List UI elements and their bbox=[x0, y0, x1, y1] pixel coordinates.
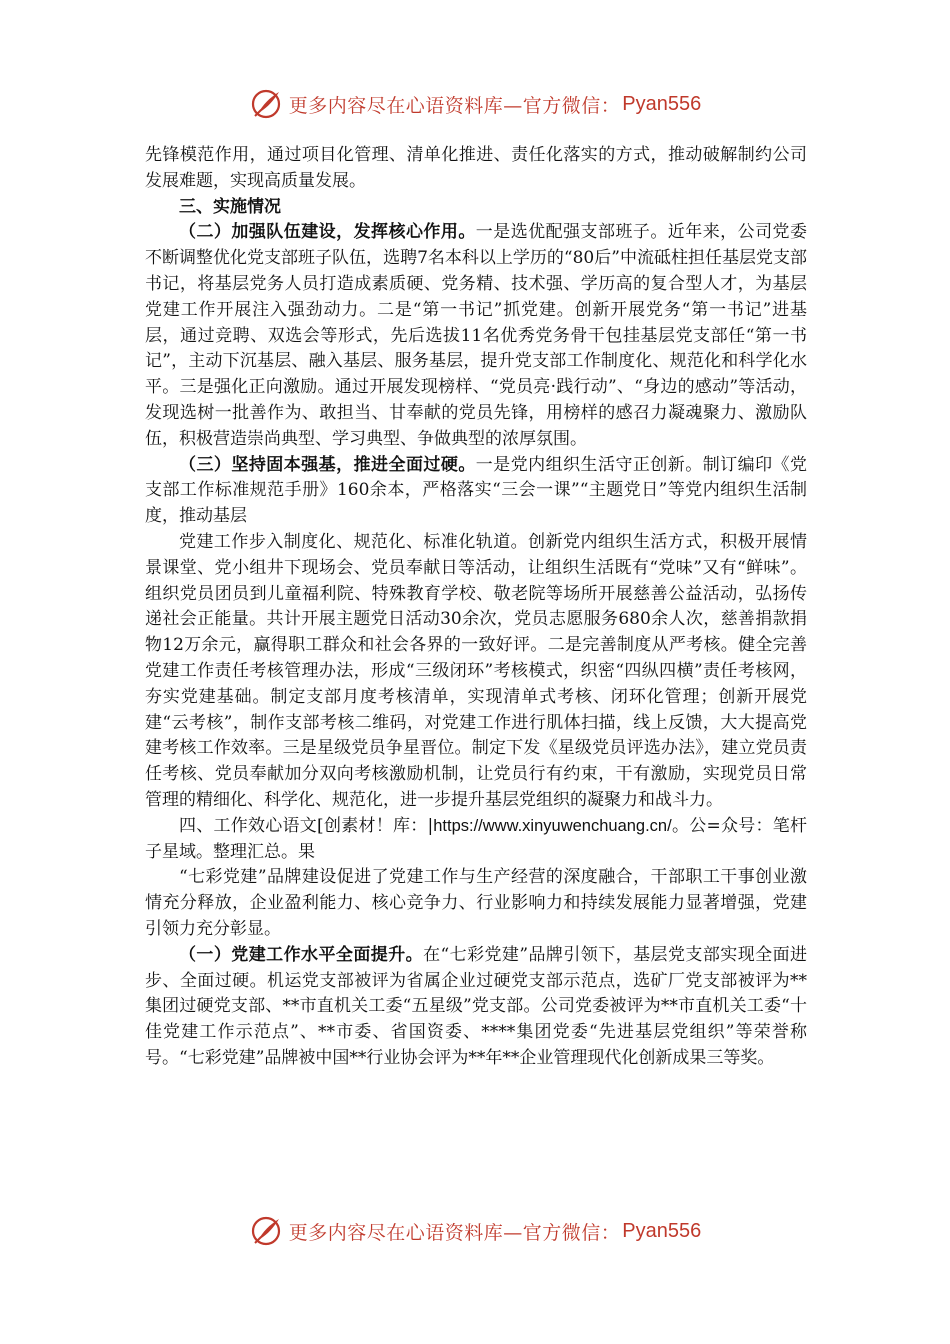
paragraph-foundation bbox=[145, 453, 807, 530]
website-link[interactable]: https://www.xinyuwenchuang.cn/ bbox=[433, 816, 672, 835]
banner-wechat-id: Pyan556 bbox=[622, 1219, 702, 1242]
feather-pen-icon bbox=[249, 87, 283, 121]
paragraph-text: 一是选优配强支部班子。近年来，公司党委不断调整优化党支部班子队伍，选聘7名本科以上学历的“80后”中流砥柱担任基层党支部书记，将基层党务人员打造成素质硬、党务精、技术强、学历高的复合型人才，为基层党建工作开展注入强劲动力。二是“第一书记”抓党建。创新开展党务“第一书记”进基层，通过竞聘、双选会等形式，先后选拔11名优秀党务骨干包挂基层党支部任“第一书记”，主动下沉基层、融入基层、服务基层，提升党支部工作制度化、规范化和科学化水平。三是强化正向激励。通过开展发现榜样、“党员亮·践行动”、“身边的感动”等活动，发现选树一批善作为、敢担当、甘奉献的党员先锋，用榜样的感召力凝魂聚力、激励队伍，积极营造崇尚典型、学习典型、争做典型的浓厚氛围。 bbox=[145, 222, 808, 449]
feather-pen-icon bbox=[249, 1214, 283, 1248]
paragraph-continued: 先锋模范作用，通过项目化管理、清单化推进、责任化落实的方式，推动破解制约公司发展难题，实现高质量发展。 bbox=[145, 145, 807, 191]
section-heading-implementation: 三、实施情况 bbox=[179, 196, 281, 217]
paragraph-text: 四、工作效心语文[创素材！库：| bbox=[179, 815, 434, 836]
paragraph-title: （三）坚持固本强基，推进全面过硬。 bbox=[179, 454, 476, 475]
banner-text: 更多内容尽在心语资料库—官方微信： bbox=[288, 1221, 621, 1244]
header-watermark-banner bbox=[0, 84, 950, 124]
footer-watermark-banner bbox=[0, 1211, 950, 1251]
paragraph-section-four bbox=[145, 814, 807, 866]
paragraph-title: （一）党建工作水平全面提升。 bbox=[179, 944, 424, 965]
paragraph-team-building bbox=[145, 220, 807, 452]
paragraph-text: 。公=众号：笔杆子星域。整理汇总。果 bbox=[145, 815, 808, 862]
paragraph-text: 一是党内组织生活守正创新。制订编印《党支部工作标准规范手册》160余本，严格落实“三会一课”“主题党日”等党内组织生活制度，推动基层 bbox=[145, 454, 808, 527]
banner-wechat-id: Pyan556 bbox=[622, 92, 702, 115]
paragraph-brand-effect: “七彩党建”品牌建设促进了党建工作与生产经营的深度融合，干部职工干事创业激情充分释放，企业盈利能力、核心竞争力、行业影响力和持续发展能力显著增强，党建引领力充分彰显。 bbox=[145, 867, 807, 939]
paragraph-title: （二）加强队伍建设，发挥核心作用。 bbox=[179, 222, 476, 243]
paragraph-party-work-level bbox=[145, 943, 807, 1072]
paragraph-institutionalization: 党建工作步入制度化、规范化、标准化轨道。创新党内组织生活方式，积极开展情景课堂、党小组井下现场会、党员奉献日等活动，让组织生活既有“党味”又有“鲜味”。组织党员团员到儿童福利院、特殊教育学校、敬老院等场所开展慈善公益活动，弘扬传递社会正能量。共计开展主题党日活动30余次，党员志愿服务680余人次，慈善捐款捐物12万余元，赢得职工群众和社会各界的一致好评。二是完善制度从严考核。健全完善党建工作责任考核管理办法，形成“三级闭环”考核模式，织密“四纵四横”责任考核网，夯实党建基础。制定支部月度考核清单，实现清单式考核、闭环化管理；创新开展党建“云考核”，制作支部考核二维码，对党建工作进行肌体扫描，线上反馈，大大提高党建考核工作效率。三是星级党员争星晋位。制定下发《星级党员评选办法》，建立党员责任考核、党员奉献加分双向考核激励机制，让党员行有约束，干有激励，实现党员日常管理的精细化、科学化、规范化，进一步提升基层党组织的凝聚力和战斗力。 bbox=[145, 531, 807, 810]
banner-text: 更多内容尽在心语资料库—官方微信： bbox=[288, 94, 621, 117]
document-body bbox=[145, 143, 807, 1072]
paragraph-text: 在“七彩党建”品牌引领下，基层党支部实现全面进步、全面过硬。机运党支部被评为省属企业过硬党支部示范点，选矿厂党支部被评为**集团过硬党支部、**市直机关工委“五星级”党支部。公司党委被评为**市直机关工委“十佳党建工作示范点”、**市委、省国资委、****集团党委“先进基层党组织”等荣誉称号。“七彩党建”品牌被中国**行业协会评为**年**企业管理现代化创新成果三等奖。 bbox=[145, 944, 807, 1068]
